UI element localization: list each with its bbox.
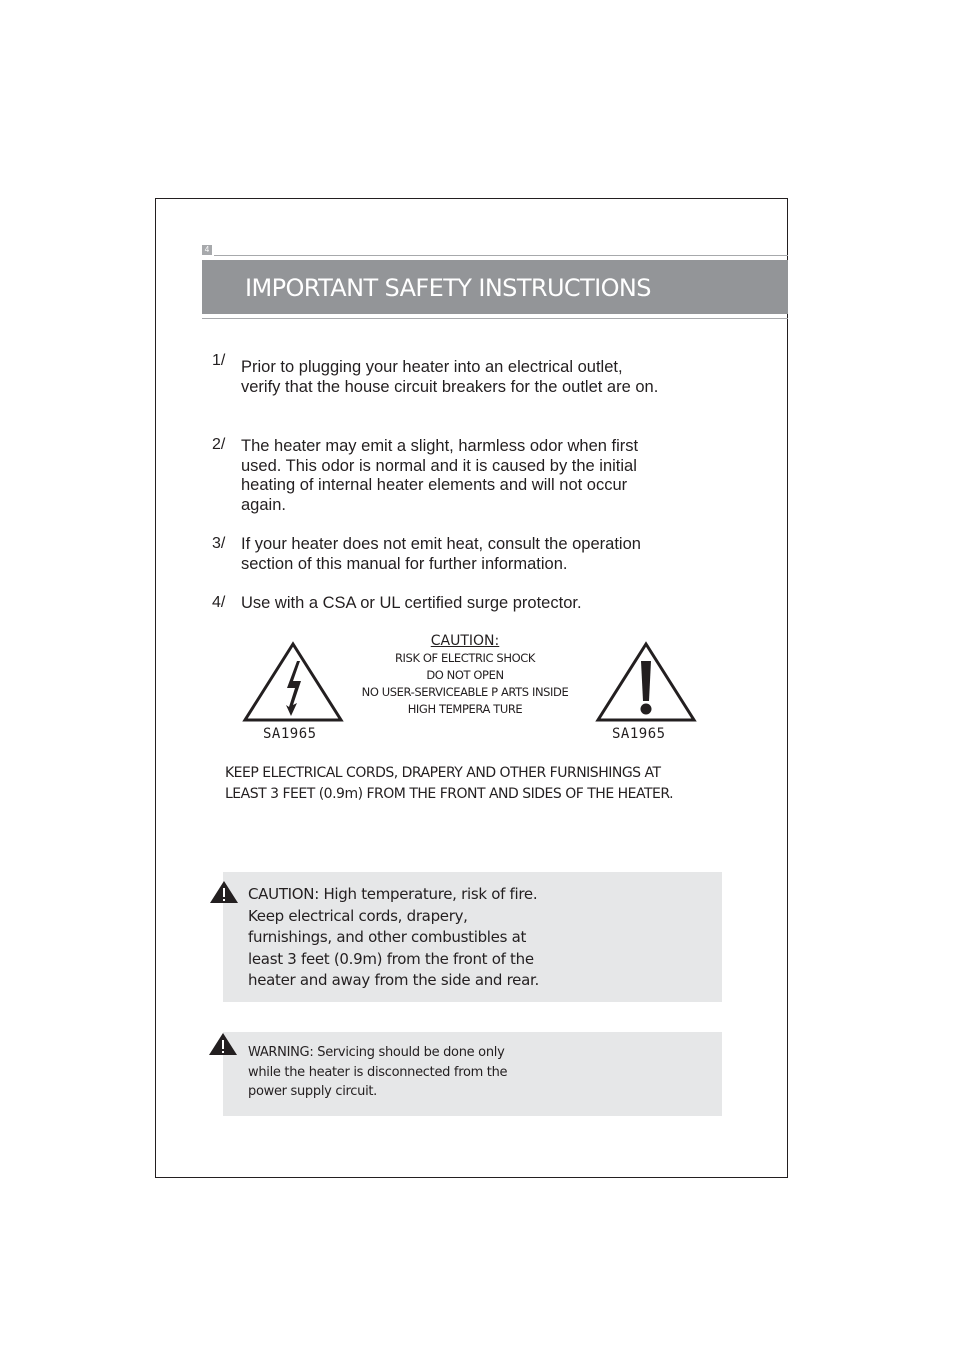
caution-box-line: heater and away from the side and rear. <box>248 971 539 989</box>
instruction-text: Use with a CSA or UL certified surge protector. <box>241 594 582 612</box>
caution-line: DO NOT OPEN <box>426 668 504 682</box>
header-rule <box>214 255 788 256</box>
caution-box-line: Keep electrical cords, drapery, <box>248 906 468 925</box>
caution-line: HIGH TEMPERA TURE <box>407 702 523 716</box>
caution-box-line: furnishings, and other combustibles at <box>248 928 527 946</box>
banner-underline <box>202 318 788 319</box>
notice-line: LEAST 3 FEET (0.9m) FROM THE FRONT AND SIDES OF THE HEATER. <box>225 786 674 802</box>
caution-line: RISK OF ELECTRIC SHOCK <box>394 651 536 665</box>
notice-line: KEEP ELECTRICAL CORDS, DRAPERY AND OTHER FURNISHINGS AT <box>225 765 661 781</box>
title-banner <box>202 260 788 314</box>
caution-box-line: CAUTION: High temperature, risk of fire. <box>248 885 538 903</box>
exclamation-warning-icon <box>595 641 697 723</box>
caution-box <box>223 872 722 1002</box>
clearance-notice <box>225 763 725 805</box>
warning-box-line: power supply circuit. <box>248 1084 378 1099</box>
symbol-code-left: SA1965 <box>263 726 317 742</box>
instruction-text: Prior to plugging your heater into an electrical outlet, verify that the house circuit breakers for the outlet are on. <box>241 358 659 396</box>
warning-triangle-icon <box>209 880 239 904</box>
instruction-number: 2/ <box>212 436 226 453</box>
warning-box <box>223 1032 722 1116</box>
warning-box-line: while the heater is disconnected from the <box>248 1064 508 1080</box>
instruction-number: 1/ <box>212 352 226 369</box>
symbol-code-right: SA1965 <box>612 726 666 742</box>
caution-heading: CAUTION: <box>430 633 500 649</box>
warning-triangle-icon <box>208 1032 238 1056</box>
page-title: IMPORTANT SAFETY INSTRUCTIONS <box>245 274 651 302</box>
warning-box-line: WARNING: Servicing should be done only <box>248 1045 505 1060</box>
instruction-text: The heater may emit a slight, harmless odor when first used. This odor is normal and it is caused by the initial heating of internal heater elements and will not occur again. <box>241 437 639 515</box>
electric-shock-warning-icon <box>242 641 344 723</box>
caution-line: NO USER-SERVICEABLE P ARTS INSIDE <box>361 685 569 699</box>
instruction-text: If your heater does not emit heat, consult the operation section of this manual for further information. <box>241 535 641 573</box>
warning-box-text <box>248 1043 507 1102</box>
instruction-number: 4/ <box>212 594 226 611</box>
caution-box-text <box>248 884 539 992</box>
caution-label <box>340 632 590 718</box>
instruction-number: 3/ <box>212 535 226 552</box>
page-number: 4 <box>202 245 212 255</box>
caution-box-line: least 3 feet (0.9m) from the front of the <box>248 949 534 968</box>
